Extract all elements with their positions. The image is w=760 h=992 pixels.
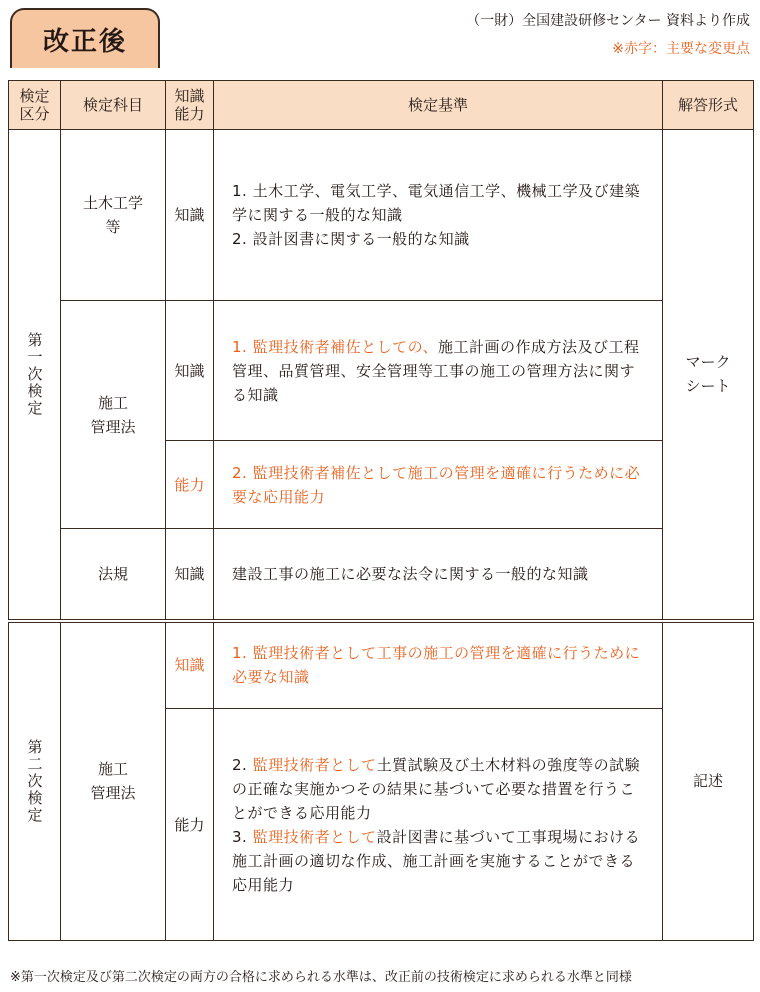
criteria-3 (232, 825, 644, 897)
header-division (9, 81, 61, 130)
header-answer-format: 解答形式 (663, 81, 754, 130)
second-division-cell (9, 621, 61, 941)
criteria-mgmt-ability: 2. 監理技術者補佐として施工の管理を適確に行うために必要な応用能力 (214, 441, 663, 529)
criteria-rest: 施工計画の作成方法及び工程管理、品質管理、安全管理等工事の施工の管理方法に関する知識 (232, 337, 640, 404)
table-row (9, 301, 754, 441)
ability-civil: 知識 (166, 130, 214, 301)
criteria-civil-2: 2. 設計図書に関する一般的な知識 (232, 230, 470, 248)
subject-civil: 土木工学 等 (61, 130, 166, 301)
table-row (9, 529, 754, 621)
criteria-2-rest: 土質試験及び土木材料の強度等の試験の正確な実施かつその結果に基づいて必要な措置を行うことができる応用能力 (232, 755, 641, 822)
revised-badge (10, 8, 160, 68)
criteria-civil (214, 130, 663, 301)
ability-second-ability: 能力 (166, 709, 214, 941)
first-division-label: 第一次検定 (25, 331, 44, 417)
answer-format-second: 記述 (663, 621, 754, 941)
criteria-3-rest: 設計図書に基づいて工事現場における施工計画の適切な作成、施工計画を実施することができる応用能力 (232, 827, 641, 894)
criteria-prefix: 1. (232, 337, 253, 356)
footnote: ※第一次検定及び第二次検定の両方の合格に求められる水準は、改正前の技術検定に求められる水準と同様 (10, 970, 632, 985)
source-note: （一財）全国建設研修センター 資料より作成 (466, 13, 750, 29)
criteria-3-prefix: 3. (232, 827, 253, 846)
criteria-2-highlight: 監理技術者として (252, 755, 377, 774)
badge-label: 改正後 (42, 26, 127, 57)
ability-mgmt-knowledge: 知識 (166, 301, 214, 441)
ability-mgmt-ability: 能力 (166, 441, 214, 529)
table-header-row (9, 81, 754, 130)
subject-mgmt-first: 施工 管理法 (61, 301, 166, 529)
criteria-2 (232, 753, 644, 825)
answer-format-first: マーク シート (663, 130, 754, 621)
ability-second-knowledge: 知識 (166, 621, 214, 709)
header-subject: 検定科目 (61, 81, 166, 130)
header-ability-label: 知識 能力 (174, 87, 205, 123)
header-division-label: 検定 区分 (19, 87, 50, 123)
criteria-law: 建設工事の施工に必要な法令に関する一般的な知識 (214, 529, 663, 621)
criteria-second-ability (214, 709, 663, 941)
header-criteria: 検定基準 (214, 81, 663, 130)
criteria-civil-1: 1. 土木工学、電気工学、電気通信工学、機械工学及び建築学に関する一般的な知識 (232, 182, 641, 224)
exam-criteria-table (8, 80, 754, 941)
first-division-cell (9, 130, 61, 621)
criteria-2-prefix: 2. (232, 755, 253, 774)
subject-mgmt-second: 施工 管理法 (61, 621, 166, 941)
table-row (9, 621, 754, 709)
criteria-3-highlight: 監理技術者として (252, 827, 377, 846)
criteria-second-knowledge: 1. 監理技術者として工事の施工の管理を適確に行うために必要な知識 (214, 621, 663, 709)
ability-law: 知識 (166, 529, 214, 621)
table-row (9, 130, 754, 301)
criteria-highlight: 監理技術者補佐としての、 (252, 337, 438, 356)
legend-note: ※赤字：主要な変更点 (612, 41, 750, 57)
header-ability (166, 81, 214, 130)
subject-law: 法規 (61, 529, 166, 621)
second-division-label: 第二次検定 (25, 738, 44, 824)
criteria-mgmt-knowledge (214, 301, 663, 441)
